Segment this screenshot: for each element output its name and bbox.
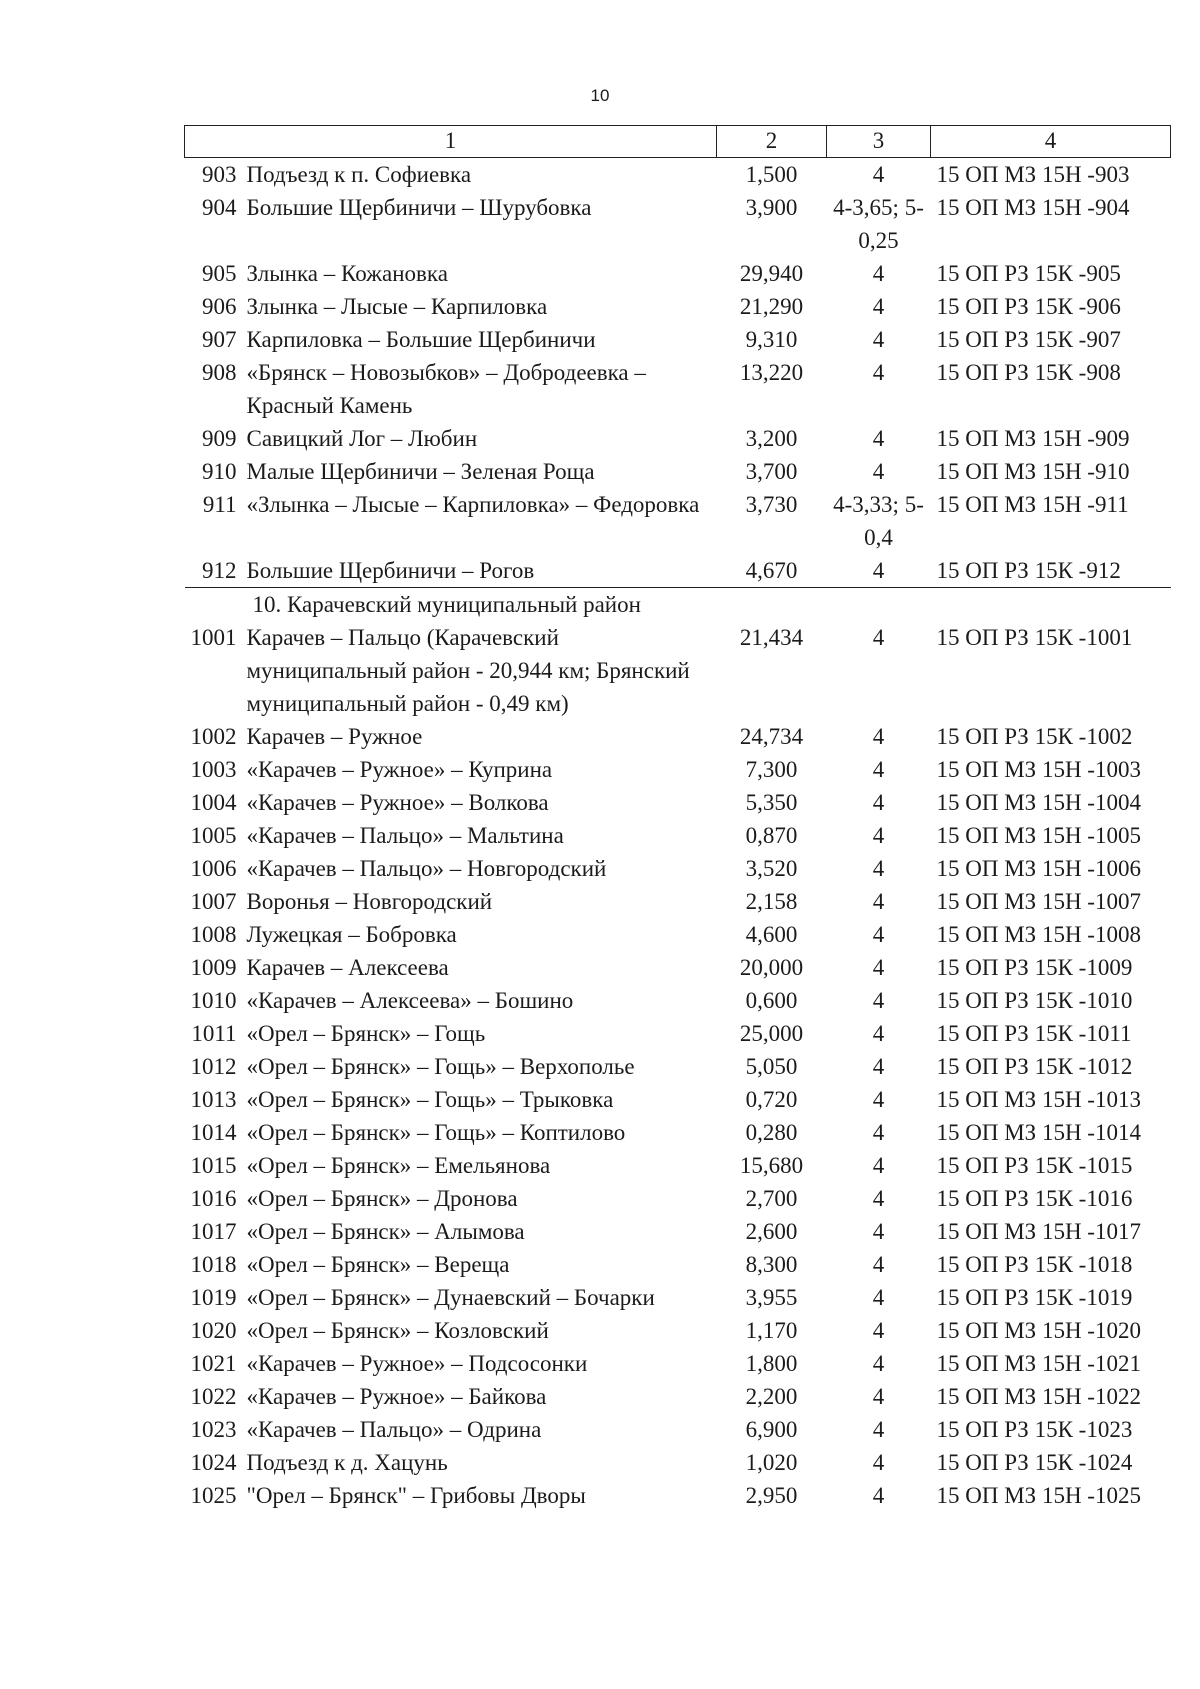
- road-id-code: 15 ОП МЗ 15Н -1006: [936, 856, 1141, 881]
- road-name: Карачев – Пальцо (Карачевский муниципальный район - 20,944 км; Брянский муниципальный район - 0,49 км): [246, 625, 690, 716]
- table-row: [185, 554, 1171, 588]
- road-name: Карачев – Алексеева: [246, 955, 449, 980]
- road-length: 5,350: [745, 790, 798, 815]
- table-row: [185, 720, 1171, 753]
- road-name: Злынка – Кожановка: [246, 261, 448, 286]
- road-category: 4: [872, 1252, 885, 1277]
- road-name: Большие Щербиничи – Шурубовка: [246, 195, 592, 220]
- road-id-code: 15 ОП РЗ 15К -1023: [936, 1417, 1133, 1442]
- road-length: 29,940: [739, 261, 804, 286]
- road-length: 2,158: [745, 889, 798, 914]
- road-category: 4: [872, 459, 885, 484]
- table-row: [185, 1215, 1171, 1248]
- road-name: «Орел – Брянск» – Емельянова: [246, 1153, 551, 1178]
- road-category: 4: [872, 1384, 885, 1409]
- road-id-code: 15 ОП РЗ 15К -905: [936, 261, 1121, 286]
- road-number: 1014: [190, 1120, 237, 1145]
- road-number: 905: [202, 261, 237, 286]
- road-length: 4,670: [745, 558, 798, 583]
- road-length: 1,800: [745, 1351, 798, 1376]
- road-length: 9,310: [745, 327, 798, 352]
- table-row: [185, 191, 1171, 257]
- road-length: 0,280: [745, 1120, 798, 1145]
- header-col-2: 2: [717, 126, 827, 158]
- road-id-code: 15 ОП МЗ 15Н -903: [936, 162, 1130, 187]
- road-id-code: 15 ОП МЗ 15Н -1022: [936, 1384, 1141, 1409]
- road-category: 4: [872, 757, 885, 782]
- road-id-code: 15 ОП МЗ 15Н -904: [936, 195, 1130, 220]
- road-category: 4: [872, 988, 885, 1013]
- table-row: [185, 819, 1171, 852]
- page-number: 10: [590, 86, 610, 105]
- road-number: 907: [202, 327, 237, 352]
- road-name: "Орел – Брянск" – Грибовы Дворы: [246, 1483, 586, 1508]
- road-id-code: 15 ОП МЗ 15Н -1003: [936, 757, 1141, 782]
- road-id-code: 15 ОП МЗ 15Н -1008: [936, 922, 1141, 947]
- road-id-code: 15 ОП РЗ 15К -1002: [936, 724, 1133, 749]
- table-row: [185, 158, 1171, 192]
- road-length: 24,734: [739, 724, 804, 749]
- header-col-4: 4: [931, 126, 1171, 158]
- road-name: «Карачев – Пальцо» – Мальтина: [246, 823, 564, 848]
- road-length: 2,950: [745, 1483, 798, 1508]
- road-name: Карпиловка – Большие Щербиничи: [246, 327, 596, 352]
- road-length: 3,520: [745, 856, 798, 881]
- road-number: 908: [202, 360, 237, 385]
- road-length: 5,050: [745, 1054, 798, 1079]
- road-id-code: 15 ОП МЗ 15Н -1020: [936, 1318, 1141, 1343]
- road-id-code: 15 ОП РЗ 15К -1011: [936, 1021, 1132, 1046]
- road-length: 6,900: [745, 1417, 798, 1442]
- road-name: Малые Щербиничи – Зеленая Роща: [246, 459, 595, 484]
- road-name: «Орел – Брянск» – Козловский: [246, 1318, 549, 1343]
- road-length: 3,700: [745, 459, 798, 484]
- table-row: [185, 1413, 1171, 1446]
- road-id-code: 15 ОП РЗ 15К -1016: [936, 1186, 1133, 1211]
- road-length: 1,170: [745, 1318, 798, 1343]
- table-row: [185, 1248, 1171, 1281]
- road-id-code: 15 ОП РЗ 15К -1018: [936, 1252, 1133, 1277]
- road-id-code: 15 ОП РЗ 15К -906: [936, 294, 1121, 319]
- table-row: [185, 1182, 1171, 1215]
- road-length: 4,600: [745, 922, 798, 947]
- road-name: «Карачев – Ружное» – Волкова: [246, 790, 549, 815]
- table-row: [185, 852, 1171, 885]
- road-length: 2,700: [745, 1186, 798, 1211]
- table-row: [185, 1281, 1171, 1314]
- road-category: 4: [872, 1153, 885, 1178]
- table-row: [185, 951, 1171, 984]
- road-number: 1013: [190, 1087, 237, 1112]
- road-id-code: 15 ОП РЗ 15К -1010: [936, 988, 1133, 1013]
- table-row: [185, 1050, 1171, 1083]
- road-id-code: 15 ОП МЗ 15Н -911: [936, 492, 1129, 517]
- road-length: 7,300: [745, 757, 798, 782]
- road-category: 4: [872, 1285, 885, 1310]
- road-id-code: 15 ОП РЗ 15К -907: [936, 327, 1121, 352]
- table-row: [185, 488, 1171, 554]
- table-row: [185, 753, 1171, 786]
- road-id-code: 15 ОП РЗ 15К -912: [936, 558, 1121, 583]
- table-row: [185, 1116, 1171, 1149]
- road-number: 1017: [190, 1219, 237, 1244]
- road-category: 4: [872, 790, 885, 815]
- road-name: Злынка – Лысые – Карпиловка: [246, 294, 548, 319]
- road-number: 911: [202, 492, 237, 517]
- road-id-code: 15 ОП МЗ 15Н -1025: [936, 1483, 1141, 1508]
- table-row: [185, 1347, 1171, 1380]
- road-category: 4: [872, 889, 885, 914]
- road-category: 4: [872, 1186, 885, 1211]
- road-length: 15,680: [739, 1153, 804, 1178]
- road-number: 1012: [190, 1054, 237, 1079]
- road-number: 910: [202, 459, 237, 484]
- road-name: Карачев – Ружное: [246, 724, 423, 749]
- table-row: [185, 323, 1171, 356]
- road-name: «Карачев – Ружное» – Подсосонки: [246, 1351, 588, 1376]
- table-row: [185, 918, 1171, 951]
- table-row: [185, 621, 1171, 720]
- road-number: 1025: [190, 1483, 237, 1508]
- road-category: 4-3,33; 5-0,4: [833, 492, 924, 550]
- road-length: 21,434: [739, 625, 804, 650]
- road-name: Савицкий Лог – Любин: [246, 426, 478, 451]
- table-row: [185, 356, 1171, 422]
- road-length: 3,900: [745, 195, 798, 220]
- road-category: 4: [872, 360, 885, 385]
- road-length: 2,600: [745, 1219, 798, 1244]
- table-row: [185, 1017, 1171, 1050]
- table-header-row: [185, 126, 1171, 158]
- road-number: 1016: [190, 1186, 237, 1211]
- road-number: 1018: [190, 1252, 237, 1277]
- road-length: 3,730: [745, 492, 798, 517]
- road-number: 906: [202, 294, 237, 319]
- road-id-code: 15 ОП РЗ 15К -1009: [936, 955, 1133, 980]
- road-number: 1001: [190, 625, 237, 650]
- road-length: 20,000: [739, 955, 804, 980]
- road-category: 4: [872, 1120, 885, 1145]
- table-row: [185, 257, 1171, 290]
- table-body-section-9: [185, 158, 1171, 588]
- road-number: 903: [202, 162, 237, 187]
- road-length: 1,020: [745, 1450, 798, 1475]
- road-name: «Злынка – Лысые – Карпиловка» – Федоровка: [246, 492, 700, 517]
- road-id-code: 15 ОП РЗ 15К -1012: [936, 1054, 1133, 1079]
- road-name: «Орел – Брянск» – Гощь» – Коптилово: [246, 1120, 626, 1145]
- section-title: 10. Карачевский муниципальный район: [185, 588, 1171, 622]
- road-name: Лужецкая – Бобровка: [246, 922, 457, 947]
- road-name: Подъезд к п. Софиевка: [246, 162, 472, 187]
- road-number: 1022: [190, 1384, 237, 1409]
- road-category: 4-3,65; 5-0,25: [833, 195, 924, 253]
- road-category: 4: [872, 1087, 885, 1112]
- road-id-code: 15 ОП МЗ 15Н -1007: [936, 889, 1141, 914]
- road-number: 1003: [190, 757, 237, 782]
- table-row: [185, 1314, 1171, 1347]
- road-name: «Карачев – Ружное» – Куприна: [246, 757, 553, 782]
- road-name: «Карачев – Пальцо» – Одрина: [246, 1417, 542, 1442]
- road-number: 1007: [190, 889, 237, 914]
- road-name: Воронья – Новгородский: [246, 889, 493, 914]
- table-row: [185, 885, 1171, 918]
- road-id-code: 15 ОП МЗ 15Н -1004: [936, 790, 1141, 815]
- road-number: 1020: [190, 1318, 237, 1343]
- table-row: [185, 422, 1171, 455]
- road-number: 1002: [190, 724, 237, 749]
- road-name: «Орел – Брянск» – Дронова: [246, 1186, 518, 1211]
- road-category: 4: [872, 558, 885, 583]
- road-number: 909: [202, 426, 237, 451]
- road-number: 1023: [190, 1417, 237, 1442]
- road-id-code: 15 ОП МЗ 15Н -910: [936, 459, 1130, 484]
- road-length: 21,290: [739, 294, 804, 319]
- road-category: 4: [872, 426, 885, 451]
- road-number: 912: [202, 558, 237, 583]
- road-category: 4: [872, 1318, 885, 1343]
- road-id-code: 15 ОП РЗ 15К -1019: [936, 1285, 1133, 1310]
- road-name: Большие Щербиничи – Рогов: [246, 558, 535, 583]
- road-length: 3,200: [745, 426, 798, 451]
- table-row: [185, 1149, 1171, 1182]
- road-name: «Орел – Брянск» – Гощь: [246, 1021, 486, 1046]
- road-number: 1024: [190, 1450, 237, 1475]
- road-name: «Карачев – Ружное» – Байкова: [246, 1384, 547, 1409]
- road-category: 4: [872, 1450, 885, 1475]
- section-heading-row: [185, 588, 1171, 622]
- table-row: [185, 1479, 1171, 1512]
- road-category: 4: [872, 1219, 885, 1244]
- road-length: 2,200: [745, 1384, 798, 1409]
- road-id-code: 15 ОП РЗ 15К -908: [936, 360, 1121, 385]
- road-id-code: 15 ОП МЗ 15Н -1017: [936, 1219, 1141, 1244]
- road-length: 0,870: [745, 823, 798, 848]
- road-category: 4: [872, 922, 885, 947]
- road-category: 4: [872, 1054, 885, 1079]
- road-name: «Орел – Брянск» – Гощь» – Верхополье: [246, 1054, 635, 1079]
- road-category: 4: [872, 1483, 885, 1508]
- road-category: 4: [872, 625, 885, 650]
- road-number: 1005: [190, 823, 237, 848]
- road-name: «Карачев – Пальцо» – Новгородский: [246, 856, 607, 881]
- table-row: [185, 984, 1171, 1017]
- table-row: [185, 1446, 1171, 1479]
- road-id-code: 15 ОП РЗ 15К -1015: [936, 1153, 1133, 1178]
- table-body-section-10: [185, 621, 1171, 1512]
- road-length: 25,000: [739, 1021, 804, 1046]
- header-col-3: 3: [827, 126, 931, 158]
- road-category: 4: [872, 327, 885, 352]
- road-number: 1009: [190, 955, 237, 980]
- road-number: 1021: [190, 1351, 237, 1376]
- road-category: 4: [872, 261, 885, 286]
- road-name: «Орел – Брянск» – Дунаевский – Бочарки: [246, 1285, 655, 1310]
- road-name: «Орел – Брянск» – Алымова: [246, 1219, 525, 1244]
- road-name: «Брянск – Новозыбков» – Добродеевка – Красный Камень: [246, 360, 646, 418]
- road-length: 13,220: [739, 360, 804, 385]
- section-heading-group: [185, 588, 1171, 622]
- road-category: 4: [872, 856, 885, 881]
- road-category: 4: [872, 955, 885, 980]
- table-row: [185, 455, 1171, 488]
- road-number: 1011: [191, 1021, 237, 1046]
- table-row: [185, 290, 1171, 323]
- header-col-1: 1: [185, 126, 717, 158]
- road-category: 4: [872, 1021, 885, 1046]
- road-category: 4: [872, 1351, 885, 1376]
- road-category: 4: [872, 823, 885, 848]
- road-id-code: 15 ОП РЗ 15К -1001: [936, 625, 1133, 650]
- road-number: 1010: [190, 988, 237, 1013]
- road-id-code: 15 ОП МЗ 15Н -1014: [936, 1120, 1141, 1145]
- road-length: 0,720: [745, 1087, 798, 1112]
- road-name: «Орел – Брянск» – Гощь» – Трыковка: [246, 1087, 614, 1112]
- road-name: «Орел – Брянск» – Вереща: [246, 1252, 510, 1277]
- road-id-code: 15 ОП МЗ 15Н -909: [936, 426, 1130, 451]
- road-number: 904: [202, 195, 237, 220]
- road-category: 4: [872, 724, 885, 749]
- table-row: [185, 1083, 1171, 1116]
- road-id-code: 15 ОП МЗ 15Н -1021: [936, 1351, 1141, 1376]
- road-number: 1006: [190, 856, 237, 881]
- road-name: «Карачев – Алексеева» – Бошино: [246, 988, 574, 1013]
- road-number: 1015: [190, 1153, 237, 1178]
- table-row: [185, 1380, 1171, 1413]
- road-id-code: 15 ОП МЗ 15Н -1005: [936, 823, 1141, 848]
- road-number: 1008: [190, 922, 237, 947]
- road-id-code: 15 ОП МЗ 15Н -1013: [936, 1087, 1141, 1112]
- road-length: 0,600: [745, 988, 798, 1013]
- roads-table: [184, 125, 1171, 1512]
- road-id-code: 15 ОП РЗ 15К -1024: [936, 1450, 1133, 1475]
- road-category: 4: [872, 162, 885, 187]
- road-name: Подъезд к д. Хацунь: [246, 1450, 448, 1475]
- table-row: [185, 786, 1171, 819]
- road-length: 1,500: [745, 162, 798, 187]
- road-category: 4: [872, 294, 885, 319]
- road-number: 1004: [190, 790, 237, 815]
- road-number: 1019: [190, 1285, 237, 1310]
- road-length: 3,955: [745, 1285, 798, 1310]
- road-length: 8,300: [745, 1252, 798, 1277]
- road-category: 4: [872, 1417, 885, 1442]
